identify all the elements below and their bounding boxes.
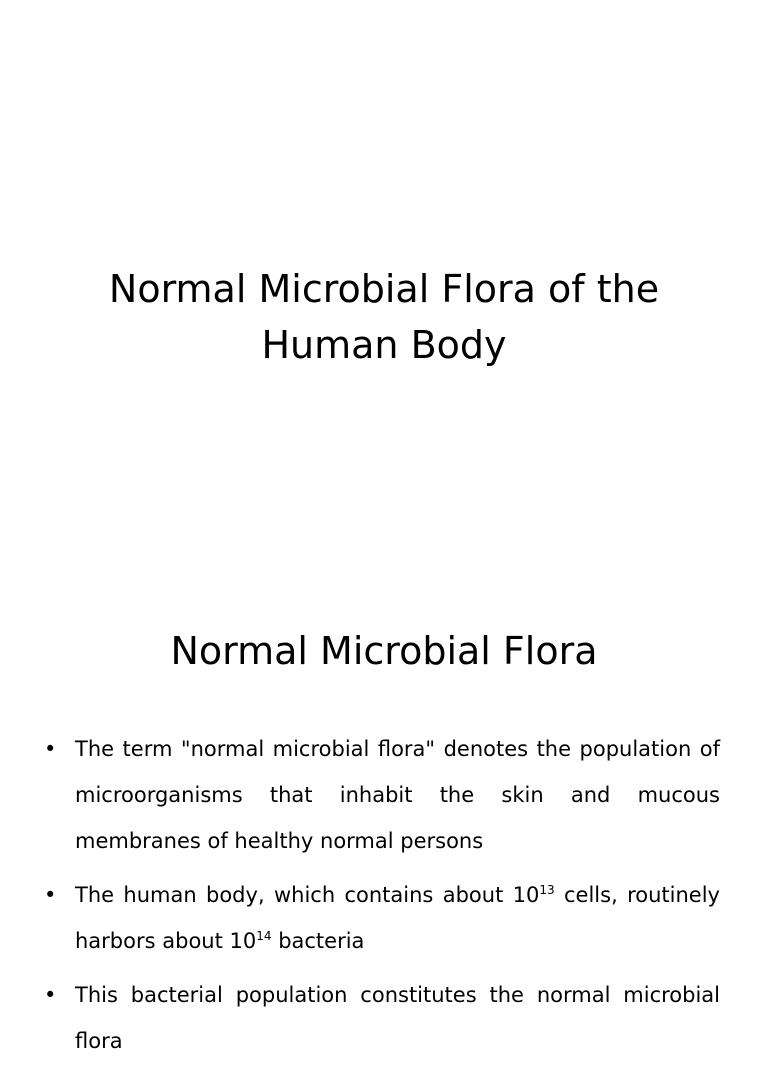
bullet-item — [40, 726, 720, 864]
content-slide — [0, 576, 768, 1053]
exponent: 13 — [539, 883, 555, 897]
bullet-list — [40, 726, 720, 1072]
bullet-text — [75, 883, 720, 953]
exponent: 14 — [256, 929, 272, 943]
slide-title: Normal Microbial Flora — [170, 629, 598, 673]
title-line-1: Normal Microbial Flora of the — [108, 267, 660, 311]
bullet-item — [40, 972, 720, 1064]
bullet-text: The term "normal microbial flora" denotes the population of microorganisms that inhabit the skin and mucous membranes of healthy normal persons — [75, 737, 720, 853]
bullet-item — [40, 872, 720, 964]
bullet-text-part: The human body, which contains about 10 — [75, 883, 540, 907]
title-line-2: Human Body — [261, 323, 507, 367]
presentation-title — [40, 261, 728, 373]
bullet-icon: • — [44, 883, 57, 907]
bullet-text: This bacterial population constitutes the normal microbial flora — [75, 983, 720, 1053]
bullet-text-part: cells, routinely harbors about 10 — [75, 883, 720, 953]
bullet-text-part: bacteria — [271, 929, 365, 953]
bullet-icon: • — [44, 737, 57, 761]
bullet-icon: • — [44, 983, 57, 1007]
